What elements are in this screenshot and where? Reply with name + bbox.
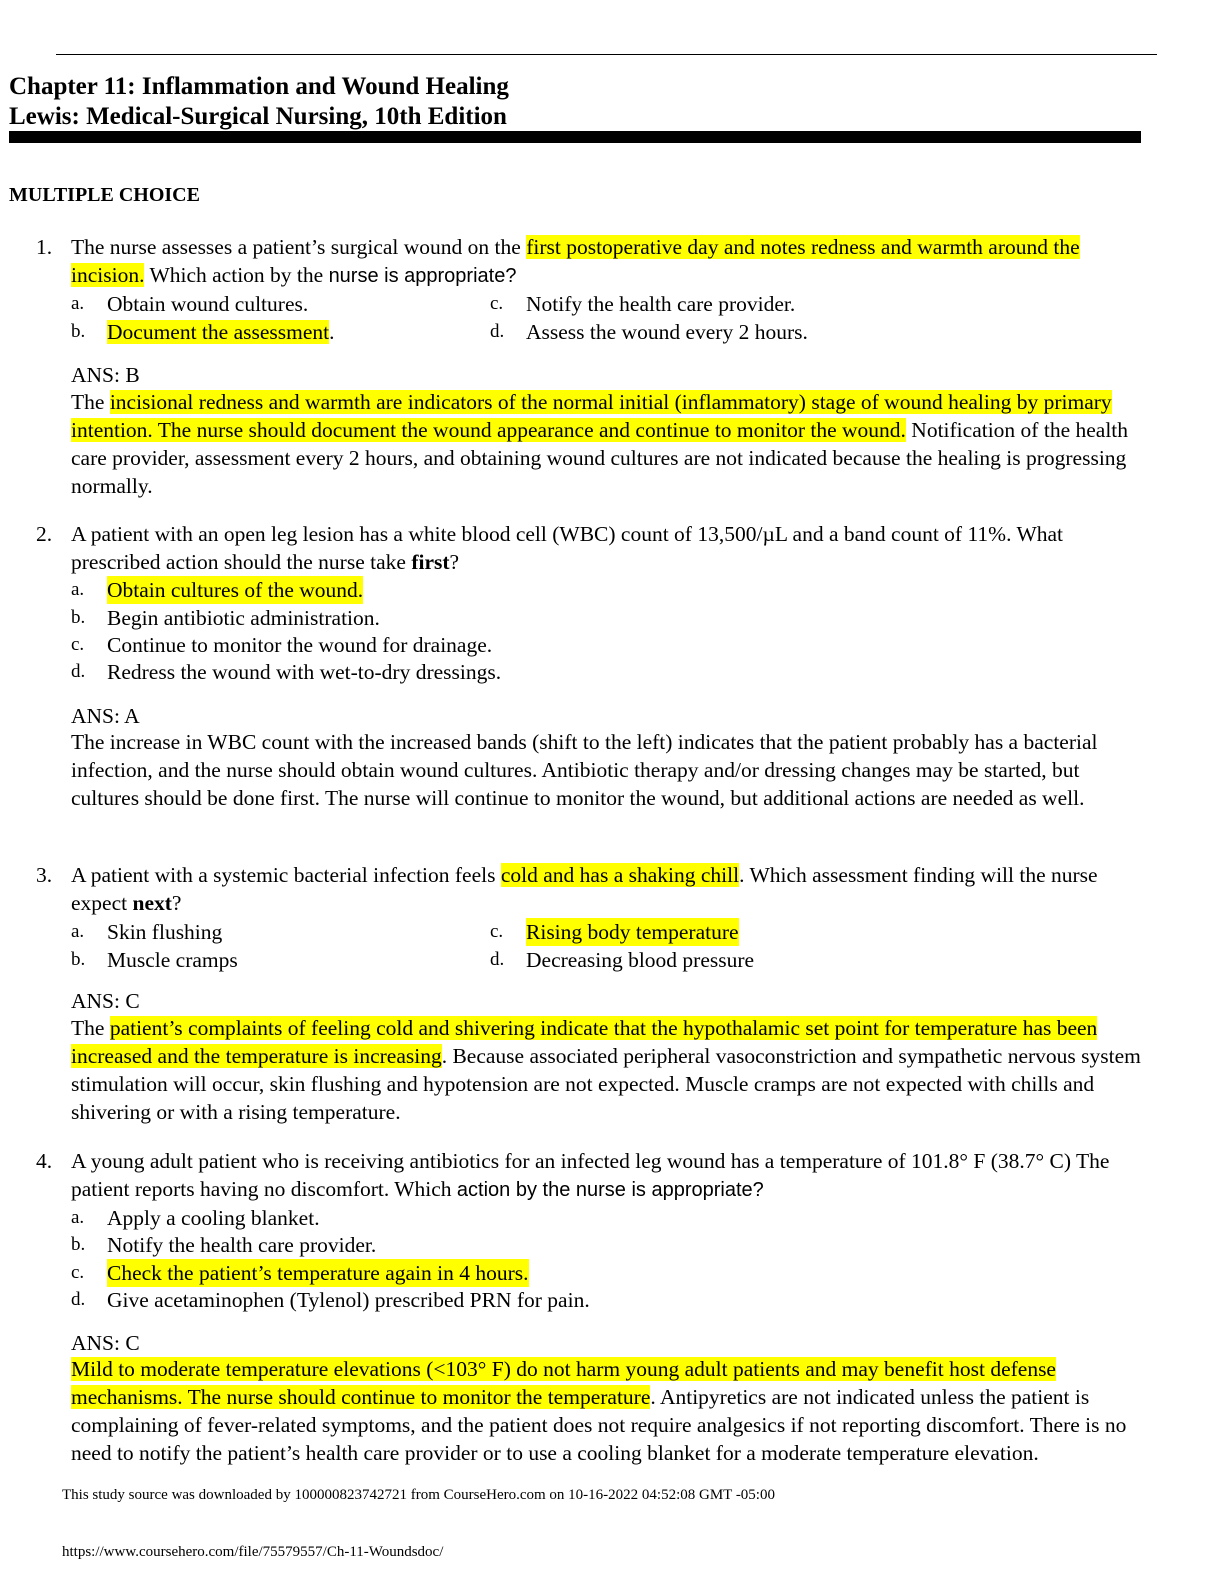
rationale: The patient’s complaints of feeling cold and shivering indicate that the hypothalamic set point for temperature has been increased and the temperature is increasing. Because associated peripheral vasoconstriction and sympathetic nervous system stimulation will occur, skin flushing and hypotension are not expected. Muscle cramps are not expected with chills and shivering or with a rising temperature. [71,1016,1141,1124]
question-stem: A patient with a systemic bacterial infection feels cold and has a shaking chill. Which assessment finding will the nurse expect next? [71,863,1098,915]
title-block [9,72,509,132]
top-rule [56,54,1157,55]
title-underline [9,131,1141,143]
book-subtitle: Lewis: Medical-Surgical Nursing, 10th Edition [9,103,507,130]
rationale: Mild to moderate temperature elevations (<103° F) do not harm young adult patients and may benefit host defense mechanisms. The nurse should continue to monitor the temperature. Antipyretics are not indicated unless the patient is complaining of fever-related symptoms, and the patient does not require analgesics if not reporting discomfort. There is no need to notify the patient’s health care provider or to use a cooling blanket for a moderate temperature elevation. [71,1357,1127,1465]
answer-label: ANS: C [71,989,140,1013]
rationale: The incisional redness and warmth are indicators of the normal initial (inflammatory) stage of wound healing by primary intention. The nurse should document the wound appearance and continue to monitor the wound. Notification of the health care provider, assessment every 2 hours, and obtaining wound cultures are not indicated because the healing is progressing normally. [71,390,1129,498]
highlight: first postoperative day and notes redness and warmth around the incision. [71,235,1080,287]
answer-label: ANS: C [71,1331,140,1355]
question-stem: The nurse assesses a patient’s surgical wound on the first postoperative day and notes redness and warmth around the incision. Which action by the nurse is appropriate? [71,235,1080,287]
question-number: 3. [36,863,53,887]
source-notice: This study source was downloaded by 100000823742721 from CourseHero.com on 10-16-2022 04:52:08 GMT -05:00 [62,1487,775,1503]
answer-label: ANS: B [71,363,140,387]
section-heading: MULTIPLE CHOICE [9,184,200,206]
rationale: The increase in WBC count with the increased bands (shift to the left) indicates that the patient probably has a bacterial infection, and the nurse should obtain wound cultures. Antibiotic therapy and/or dressing changes may be started, but cultures should be done first. The nurse will continue to monitor the wound, but additional actions are needed as well. [71,730,1098,810]
question-stem: A patient with an open leg lesion has a white blood cell (WBC) count of 13,500/µL and a band count of 11%. What prescribed action should the nurse take first? [71,522,1064,574]
question-number: 4. [36,1149,53,1173]
question-stem: A young adult patient who is receiving antibiotics for an infected leg wound has a temperature of 101.8° F (38.7° C) The patient reports having no discomfort. Which action by the nurse is appropriate? [71,1149,1110,1201]
question-number: 1. [36,235,53,259]
question-number: 2. [36,522,53,546]
page-title: Chapter 11: Inflammation and Wound Healing [9,73,509,100]
source-url-link[interactable]: https://www.coursehero.com/file/75579557/Ch-11-Woundsdoc/ [62,1544,444,1560]
answer-label: ANS: A [71,704,140,728]
